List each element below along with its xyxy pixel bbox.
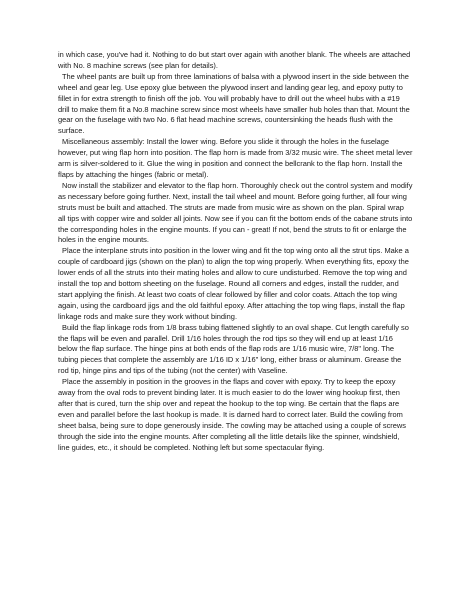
paragraph-5: Place the interplane struts into position in the lower wing and fit the top wing onto all the strut tips. Make a couple of cardboard jigs (shown on the plan) to align the top wing properly. When everything fits, epoxy the lower ends of all the struts into their mating holes and allow to cure undisturbed. Remove the top wing and install the top and bottom sheeting on the fuselage. Round all corners and edges, install the rudder, and start applying the finish. At least two coats of clear followed by filler and color coats. Attach the top wing again, using the cardboard jigs and the old faithful epoxy. After attaching the top wing flaps, install the flap linkage rods and make sure they work without binding. xyxy=(58,246,409,321)
body-text xyxy=(58,50,413,454)
paragraph-3: Miscellaneous assembly: Install the lower wing. Before you slide it through the holes in the fuselage however, put wing flap horn into position. The flap horn is made from 3/32 music wire. The sheet metal lever arm is silver-soldered to it. Glue the wing in position and connect the bellcrank to the flap horn. Install the flaps by attaching the hinges (fabric or metal). xyxy=(58,137,413,179)
paragraph-6: Build the flap linkage rods from 1/8 brass tubing flattened slightly to an oval shape. Cut length carefully so the flaps will be even and parallel. Drill 1/16 holes through the rod tips so they will end up at least 1/16 below the flap surface. The hinge pins at both ends of the flap rods are 1/16 music wire, 7/8" long. The tubing pieces that complete the assembly are 1/16 ID x 1/16" long, either brass or aluminum. Grease the rod tip, hinge pins and tips of the tubing (not the center) with Vaseline. xyxy=(58,322,409,376)
paragraph-4: Now install the stabilizer and elevator to the flap horn. Thoroughly check out the control system and modify as necessary before going further. Next, install the tail wheel and mount. Before going further, all four wing struts must be built and attached. The struts are made from music wire as shown on the plan. Spiral wrap all tips with copper wire and solder all joints. Now see if you can fit the bottom ends of the cabane struts into the corresponding holes in the engine mounts. If you can - great! If not, bend the struts to fit or enlarge the holes in the engine mounts. xyxy=(58,180,413,245)
paragraph-2: The wheel pants are built up from three laminations of balsa with a plywood insert in the side between the wheel and gear leg. Use epoxy glue between the plywood insert and landing gear leg, and epoxy putty to fillet in for extra strength to finish off the job. You will probably have to drill out the wheel hubs with a #19 drill to make them fit a No.8 machine screw since most wheels have smaller hub holes than that. Mount the gear on the fuselage with two No. 6 flat head machine screws, countersinking the heads flush with the surface. xyxy=(58,71,410,136)
paragraph-7: Place the assembly in position in the grooves in the flaps and cover with epoxy. Try to keep the epoxy away from the oval rods to prevent binding later. It is much easier to do the lower wing hookup first, then after that is cured, turn the ship over and repeat the hookup to the top wing. Be certain that the flaps are even and paralleI before the last hookup is made. It is darned hard to correct later. Build the cowling from sheet balsa, being sure to dope generously inside. The cowling may be attached using a couple of screws through the side into the engine mounts. After completing all the little details like the spinner, windshield, line guides, etc., it should be completed. Nothing left but some spectacular flying. xyxy=(58,377,406,452)
paragraph-1: in which case, you've had it. Nothing to do but start over again with another blank. The wheels are attached with No. 8 machine screws (see plan for details). xyxy=(58,50,411,70)
